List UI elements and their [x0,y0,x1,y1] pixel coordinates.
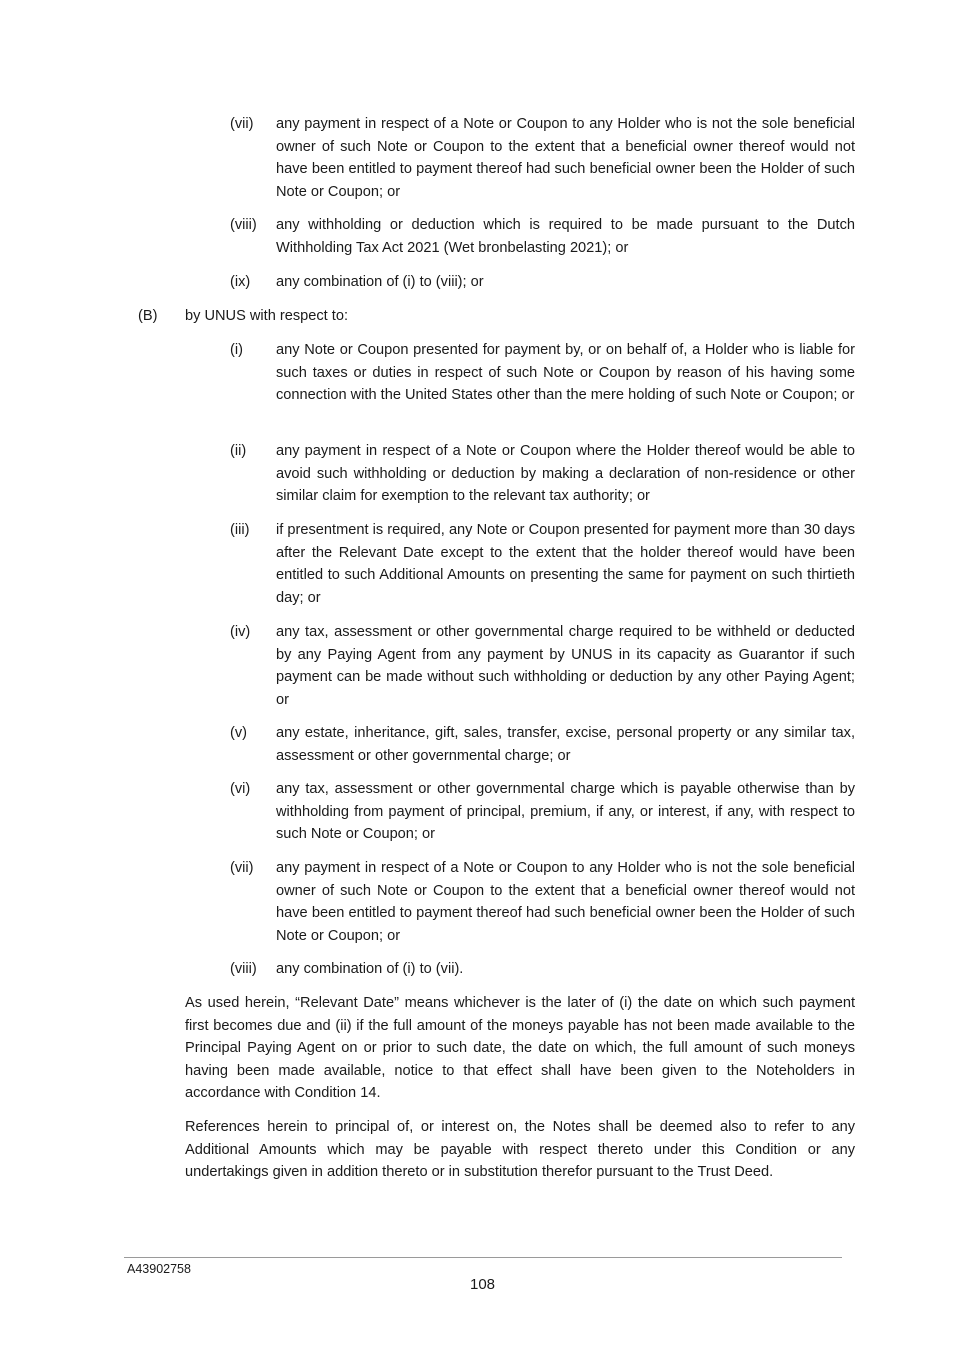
footer-divider [124,1257,842,1258]
item-text: any payment in respect of a Note or Coupon to any Holder who is not the sole beneficial owner of such Note or Coupon to the extent that a beneficial owner thereof would not have been entitled to payment thereof had such beneficial owner been the Holder of such Note or Coupon; or [276,116,855,200]
item-label: (vii) [230,860,254,876]
section-b-label: (B) [138,308,158,324]
item-label: (v) [230,725,248,741]
document-reference: A43902758 [127,1262,191,1276]
section-b-heading: by UNUS with respect to: [185,308,349,324]
item-label: (viii) [230,961,257,977]
item-label: (iii) [230,522,250,538]
item-text: any Note or Coupon presented for payment by, or on behalf of, a Holder who is liable for such taxes or duties in respect of such Note or Coupon by reason of his having some connection with the United States other than the mere holding of such Note or Coupon; or [276,342,855,403]
item-label: (ix) [230,274,251,290]
item-text: any estate, inheritance, gift, sales, transfer, excise, personal property or any similar tax, assessment or other governmental charge; or [276,725,855,764]
section-b-heading-row [0,305,965,328]
item-text: if presentment is required, any Note or Coupon presented for payment more than 30 days after the Relevant Date except to the extent that the holder thereof would have been entitled to such Additional Amounts on presenting the same for payment on such thirtieth day; or [276,522,855,606]
item-label: (vi) [230,781,251,797]
item-text: any combination of (i) to (viii); or [276,274,484,290]
page-number: 108 [469,1276,496,1293]
item-label: (i) [230,342,243,358]
item-text: any combination of (i) to (vii). [276,961,464,977]
item-text: any tax, assessment or other governmental charge required to be withheld or deducted by any Paying Agent from any payment by UNUS in its capacity as Guarantor if such payment can be made without such withholding or deduction by any other Paying Agent; or [276,624,855,708]
item-label: (viii) [230,217,257,233]
relevant-date-paragraph: As used herein, “Relevant Date” means whichever is the later of (i) the date on which such payment first becomes due and (ii) if the full amount of the moneys payable has not been made available to the Principal Paying Agent on or prior to such date, the date on which, the full amount of such moneys having been made available, notice to that effect shall have been given to the Noteholders in accordance with Condition 14. [185,995,855,1101]
item-label: (vii) [230,116,254,132]
item-text: any payment in respect of a Note or Coupon where the Holder thereof would be able to avoid such withholding or deduction by making a declaration of non-residence or other similar claim for exemption to the relevant tax authority; or [276,443,855,504]
item-text: any tax, assessment or other governmental charge which is payable otherwise than by withholding from payment of principal, premium, if any, or interest, if any, with respect to such Note or Coupon; or [276,781,855,842]
item-label: (ii) [230,443,247,459]
item-text: any withholding or deduction which is required to be made pursuant to the Dutch Withholding Tax Act 2021 (Wet bronbelasting 2021); or [276,217,855,256]
item-text: any payment in respect of a Note or Coupon to any Holder who is not the sole beneficial owner of such Note or Coupon to the extent that a beneficial owner thereof would not have been entitled to payment thereof had such beneficial owner been the Holder of such Note or Coupon; or [276,860,855,944]
item-label: (iv) [230,624,251,640]
references-paragraph: References herein to principal of, or interest on, the Notes shall be deemed also to refer to any Additional Amounts which may be payable with respect thereto under this Condition or any undertakings given in addition thereto or in substitution therefor pursuant to the Trust Deed. [185,1119,855,1180]
